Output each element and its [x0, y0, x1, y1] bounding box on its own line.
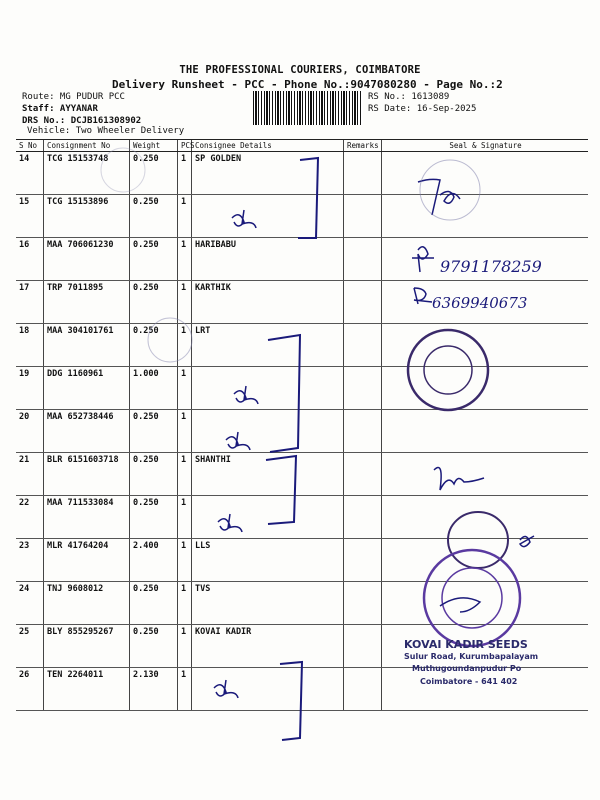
consignment-cell: TCG 15153896	[44, 195, 130, 237]
rs-number: RS No.: 1613089	[368, 92, 450, 102]
table-row	[16, 496, 588, 539]
remarks-cell	[344, 539, 382, 581]
weight-cell: 0.250	[130, 453, 178, 495]
weight-cell: 0.250	[130, 410, 178, 452]
weight-cell: 2.130	[130, 668, 178, 710]
weight-cell: 0.250	[130, 496, 178, 538]
sno-cell: 23	[16, 539, 44, 581]
col-consignment: Consignment No	[44, 140, 130, 151]
remarks-cell	[344, 195, 382, 237]
table-row	[16, 195, 588, 238]
consignment-cell: TRP 7011895	[44, 281, 130, 323]
kovai-stamp-line3: Muthugoundanpudur Po	[412, 664, 522, 673]
consignment-cell: TNJ 9608012	[44, 582, 130, 624]
pcs-cell: 1	[178, 410, 192, 452]
consignee-cell: HARIBABU	[192, 238, 344, 280]
weight-cell: 1.000	[130, 367, 178, 409]
remarks-cell	[344, 324, 382, 366]
seal-cell	[382, 324, 588, 366]
pcs-cell: 1	[178, 281, 192, 323]
seal-cell	[382, 453, 588, 495]
col-pcs: PCS	[178, 140, 192, 151]
table-row	[16, 152, 588, 195]
table-row	[16, 238, 588, 281]
phone-row16: 9791178259	[440, 257, 542, 276]
consignee-cell: SP GOLDEN	[192, 152, 344, 194]
sno-cell: 22	[16, 496, 44, 538]
seal-cell	[382, 539, 588, 581]
table-row	[16, 367, 588, 410]
table-row	[16, 324, 588, 367]
consignment-cell: MAA 711533084	[44, 496, 130, 538]
consignment-cell: TEN 2264011	[44, 668, 130, 710]
sno-cell: 16	[16, 238, 44, 280]
report-title: THE PROFESSIONAL COURIERS, COIMBATORE	[179, 64, 421, 76]
sno-cell: 18	[16, 324, 44, 366]
consignee-cell: LLS	[192, 539, 344, 581]
col-remarks: Remarks	[344, 140, 382, 151]
remarks-cell	[344, 496, 382, 538]
vehicle-text: Vehicle: Two Wheeler Delivery	[27, 126, 185, 136]
pcs-cell: 1	[178, 496, 192, 538]
consignee-cell	[192, 668, 344, 710]
consignee-cell: SHANTHI	[192, 453, 344, 495]
sno-cell: 17	[16, 281, 44, 323]
seal-cell	[382, 152, 588, 194]
sno-cell: 21	[16, 453, 44, 495]
table-row	[16, 410, 588, 453]
seal-cell	[382, 668, 588, 710]
table-row	[16, 539, 588, 582]
pcs-cell: 1	[178, 367, 192, 409]
pcs-cell: 1	[178, 582, 192, 624]
report-subtitle: Delivery Runsheet - PCC - Phone No.:9047080280 - Page No.:2	[112, 78, 503, 91]
barcode	[253, 91, 363, 125]
pcs-cell: 1	[178, 324, 192, 366]
consignment-cell: MAA 706061230	[44, 238, 130, 280]
weight-cell: 2.400	[130, 539, 178, 581]
seal-cell	[382, 367, 588, 409]
weight-cell: 0.250	[130, 582, 178, 624]
rs-date: RS Date: 16-Sep-2025	[368, 104, 477, 114]
table-header	[16, 140, 588, 152]
pcs-cell: 1	[178, 625, 192, 667]
consignee-cell: KARTHIK	[192, 281, 344, 323]
consignment-cell: MAA 652738446	[44, 410, 130, 452]
consignment-cell: MAA 304101761	[44, 324, 130, 366]
col-weight: Weight	[130, 140, 178, 151]
consignment-cell: BLR 6151603718	[44, 453, 130, 495]
col-consignee: Consignee Details	[192, 140, 344, 151]
remarks-cell	[344, 582, 382, 624]
seal-cell	[382, 238, 588, 280]
seal-cell	[382, 496, 588, 538]
consignee-cell	[192, 195, 344, 237]
pcs-cell: 1	[178, 453, 192, 495]
staff-text: Staff: AYYANAR	[22, 104, 98, 114]
kovai-stamp-line2: Sulur Road, Kurumbapalayam	[404, 652, 539, 661]
table-row	[16, 281, 588, 324]
pcs-cell: 1	[178, 668, 192, 710]
consignment-cell: DDG 1160961	[44, 367, 130, 409]
col-seal: Seal & Signature	[449, 141, 522, 150]
remarks-cell	[344, 625, 382, 667]
consignment-cell: MLR 41764204	[44, 539, 130, 581]
consignee-cell	[192, 367, 344, 409]
remarks-cell	[344, 668, 382, 710]
table-row	[16, 668, 588, 711]
sno-cell: 25	[16, 625, 44, 667]
pcs-cell: 1	[178, 152, 192, 194]
pcs-cell: 1	[178, 195, 192, 237]
kovai-stamp-line1: KOVAI KADIR SEEDS	[404, 638, 528, 651]
table-row	[16, 453, 588, 496]
remarks-cell	[344, 367, 382, 409]
weight-cell: 0.250	[130, 625, 178, 667]
weight-cell: 0.250	[130, 152, 178, 194]
remarks-cell	[344, 410, 382, 452]
seal-cell	[382, 410, 588, 452]
seal-cell	[382, 582, 588, 624]
kovai-stamp-line4: Coimbatore - 641 402	[420, 677, 518, 686]
sno-cell: 26	[16, 668, 44, 710]
phone-row17: 6369940673	[432, 294, 528, 312]
col-sno: S No	[16, 140, 44, 151]
sno-cell: 15	[16, 195, 44, 237]
pcs-cell: 1	[178, 539, 192, 581]
sno-cell: 24	[16, 582, 44, 624]
consignee-cell	[192, 410, 344, 452]
consignee-cell	[192, 496, 344, 538]
seal-cell	[382, 281, 588, 323]
consignment-cell: TCG 15153748	[44, 152, 130, 194]
remarks-cell	[344, 281, 382, 323]
weight-cell: 0.250	[130, 324, 178, 366]
weight-cell: 0.250	[130, 238, 178, 280]
drs-number: DRS No.: DCJB161308902	[22, 116, 142, 126]
sno-cell: 19	[16, 367, 44, 409]
consignee-cell: LRT	[192, 324, 344, 366]
weight-cell: 0.250	[130, 281, 178, 323]
sno-cell: 20	[16, 410, 44, 452]
runsheet-table	[16, 139, 588, 711]
consignee-cell: KOVAI KADIR	[192, 625, 344, 667]
consignment-cell: BLY 855295267	[44, 625, 130, 667]
remarks-cell	[344, 238, 382, 280]
pcs-cell: 1	[178, 238, 192, 280]
route-text: Route: MG PUDUR PCC	[22, 92, 125, 102]
weight-cell: 0.250	[130, 195, 178, 237]
remarks-cell	[344, 152, 382, 194]
sno-cell: 14	[16, 152, 44, 194]
consignee-cell: TVS	[192, 582, 344, 624]
table-row	[16, 582, 588, 625]
remarks-cell	[344, 453, 382, 495]
seal-cell	[382, 195, 588, 237]
